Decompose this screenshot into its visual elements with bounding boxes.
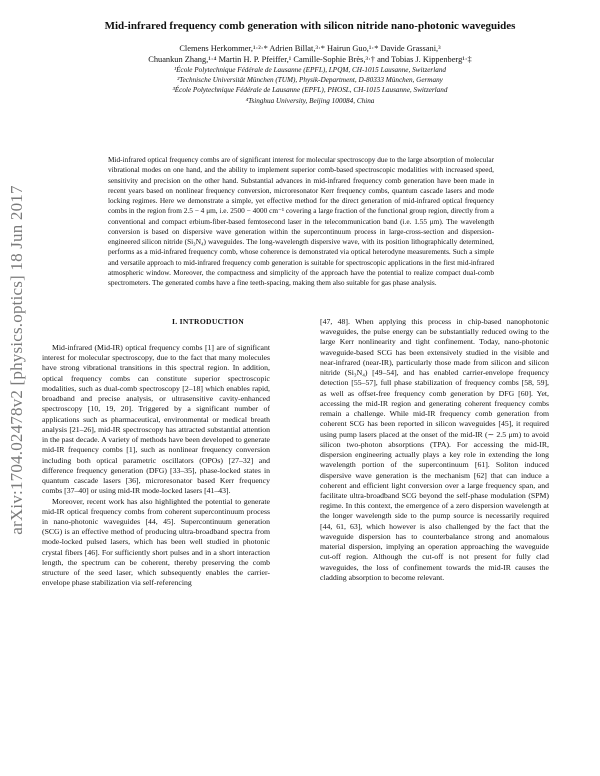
- left-column: [42, 343, 270, 589]
- affiliation-list: [60, 65, 560, 106]
- authors-line-2: Chuankun Zhang,¹·⁴ Martin H. P. Pfeiffer,¹ Camille-Sophie Brès,³·† and Tobias J. Kippenberg¹·‡: [148, 55, 472, 64]
- arxiv-id: arXiv:1704.02478v2 [physics.optics] 18 Jun 2017: [7, 185, 26, 535]
- affiliation-1: ¹École Polytechnique Fédérale de Lausanne (EPFL), LPQM, CH-1015 Lausanne, Switzerland: [173, 66, 447, 74]
- intro-paragraph-3: [47, 48]. When applying this process in chip-based nanophotonic waveguides, the pulse energy can be substantially reduced owing to the large Kerr nonlinearity and tight confinement. Today, nano-photonic waveguide-based SCG has been extensively studied in the visible and near-infrared (near-IR), particularly those made from silicon and silicon nitride (Si₃N₄) [49–54], and has enabled carrier-envelope frequency detection [55–57], full phase stabilization of frequency combs [58, 59], as well as offset-free frequency comb generation by DFG [60]. Yet, accessing the mid-IR region and generating coherent frequency combs remain a challenge. While mid-IR frequency comb generation from coherent SCG has been reported in silicon waveguides [45], it required using pump lasers placed at the onset of the mid-IR (∼ 2.5 μm) to avoid silicon two-photon absorptions (TPA). For accessing the mid-IR, dispersion engineering actually plays a key role in extending the long wavelength portion of the supercontinuum [61]. Soliton induced dispersive wave generation is the mechanism [62] that can induce a coherent and efficient light conversion over a large frequency span, and facilitate ultra-broadband SCG beyond the self-phase modulation (SPM) regime. In this context, the emergence of a zero dispersion wavelength at the longer wavelength side to the pump source is necessarily required [44, 61, 63], which however is also challenged by the fact that the waveguide dispersion has to counterbalance strong and anomalous material dispersion, implying an operation approaching the waveguide cut-off region. Although the cut-off is not present for fully clad waveguides, the loss of confinement towards the mid-IR causes the cladding absorption to become relevant.: [320, 317, 549, 582]
- intro-paragraph-1: Mid-infrared (Mid-IR) optical frequency combs [1] are of significant interest for molecular spectroscopy, due to the fact that many molecules have strong vibrational transitions in this spectral region. In addition, optical frequency combs can constitute superior spectroscopic modalities, such as dual-comb spectroscopy [2–18] which enables rapid, broadband and precise analysis, or ultrasensitive cavity-enhanced spectroscopy [10, 19, 20]. Triggered by a significant number of applications such as pharmaceutical, environmental or medical breath analysis [21–26], mid-IR spectroscopy has attracted substantial attention in the past decade. A variety of methods have been developed to generate mid-IR frequency combs [1], such as nonlinear frequency conversion including both optical parametric oscillators (OPOs) [27–32] and difference frequency generation (DFG) [33–35], phase-locked states in quantum cascade lasers [36], microresonator based Kerr frequency combs [37–40] or using mid-IR mode-locked lasers [41–43].: [42, 343, 270, 496]
- authors-line-1: Clemens Herkommer,¹·²·* Adrien Billat,³·* Hairun Guo,¹·* Davide Grassani,³: [179, 44, 441, 53]
- author-list: [60, 43, 560, 65]
- paper-title: Mid-infrared frequency comb generation with silicon nitride nano-photonic waveguides: [104, 20, 516, 32]
- intro-paragraph-2: Moreover, recent work has also highlighted the potential to generate mid-IR optical frequency combs from coherent supercontinuum process in nano-photonic waveguides [44, 45]. Supercontinuum generation (SCG) is an effective method of producing ultra-broadband spectra from mode-locked pulsed lasers, which has been well studied in photonic crystal fibers [46]. For sufficiently short pulses and in a short interaction length, the spectrum can be coherent, thereby preserving the comb structure of the seed laser, which subsequently enables the carrier-envelope phase stabilization via self-referencing: [42, 496, 270, 588]
- affiliation-4: ⁴Tsinghua University, Beijing 100084, China: [245, 96, 375, 105]
- right-column: [320, 317, 549, 583]
- affiliation-2: ²Technische Universität München (TUM), Physik-Department, D-80333 München, Germany: [177, 76, 443, 85]
- abstract: Mid-infrared optical frequency combs are of significant interest for molecular spectroscopy due to the large absorption of molecular vibrational modes on one hand, and the ability to implement superior comb-based spectroscopic modalities with increased speed, sensitivity and precision on the other hand. Substantial advances in mid-infrared frequency comb generation have been made in recent years based on nonlinear frequency conversion, microresonator Kerr frequency combs, quantum cascade lasers and mode locking regimes. Here we demonstrate a simple, yet effective method for the direct generation of mid-infrared optical frequency combs in the region from 2.5 − 4 μm, i.e. 2500 − 4000 cm⁻¹ covering a large fraction of the functional group region, directly from a conventional and compact erbium-fiber-based femtosecond laser in the telecommunication band (i.e. 1.55 μm). The wavelength conversion is based on dispersive wave generation within the supercontinuum process in large-cross-section and dispersion-engineered silicon nitride (Si₃N₄) waveguides. The long-wavelength dispersive wave, with its position lithographically determined, performs as a mid-infrared frequency comb, whose coherence is demonstrated via optical heterodyne measurements. Such a simple and versatile approach to mid-infrared frequency comb generation is suitable for spectroscopic applications in the first mid-infrared atmospheric window. Moreover, the compactness and simplicity of the approach have the potential to realize compact dual-comb spectrometers. The generated combs have a fine teeth-spacing, making them also suitable for gas phase analysis.: [108, 155, 494, 287]
- affiliation-3: ³École Polytechnique Fédérale de Lausanne (EPFL), PHOSL, CH-1015 Lausanne, Switzerland: [172, 86, 448, 95]
- arxiv-sidebar-stamp: [6, 30, 28, 690]
- section-heading-introduction: I. INTRODUCTION: [171, 317, 244, 326]
